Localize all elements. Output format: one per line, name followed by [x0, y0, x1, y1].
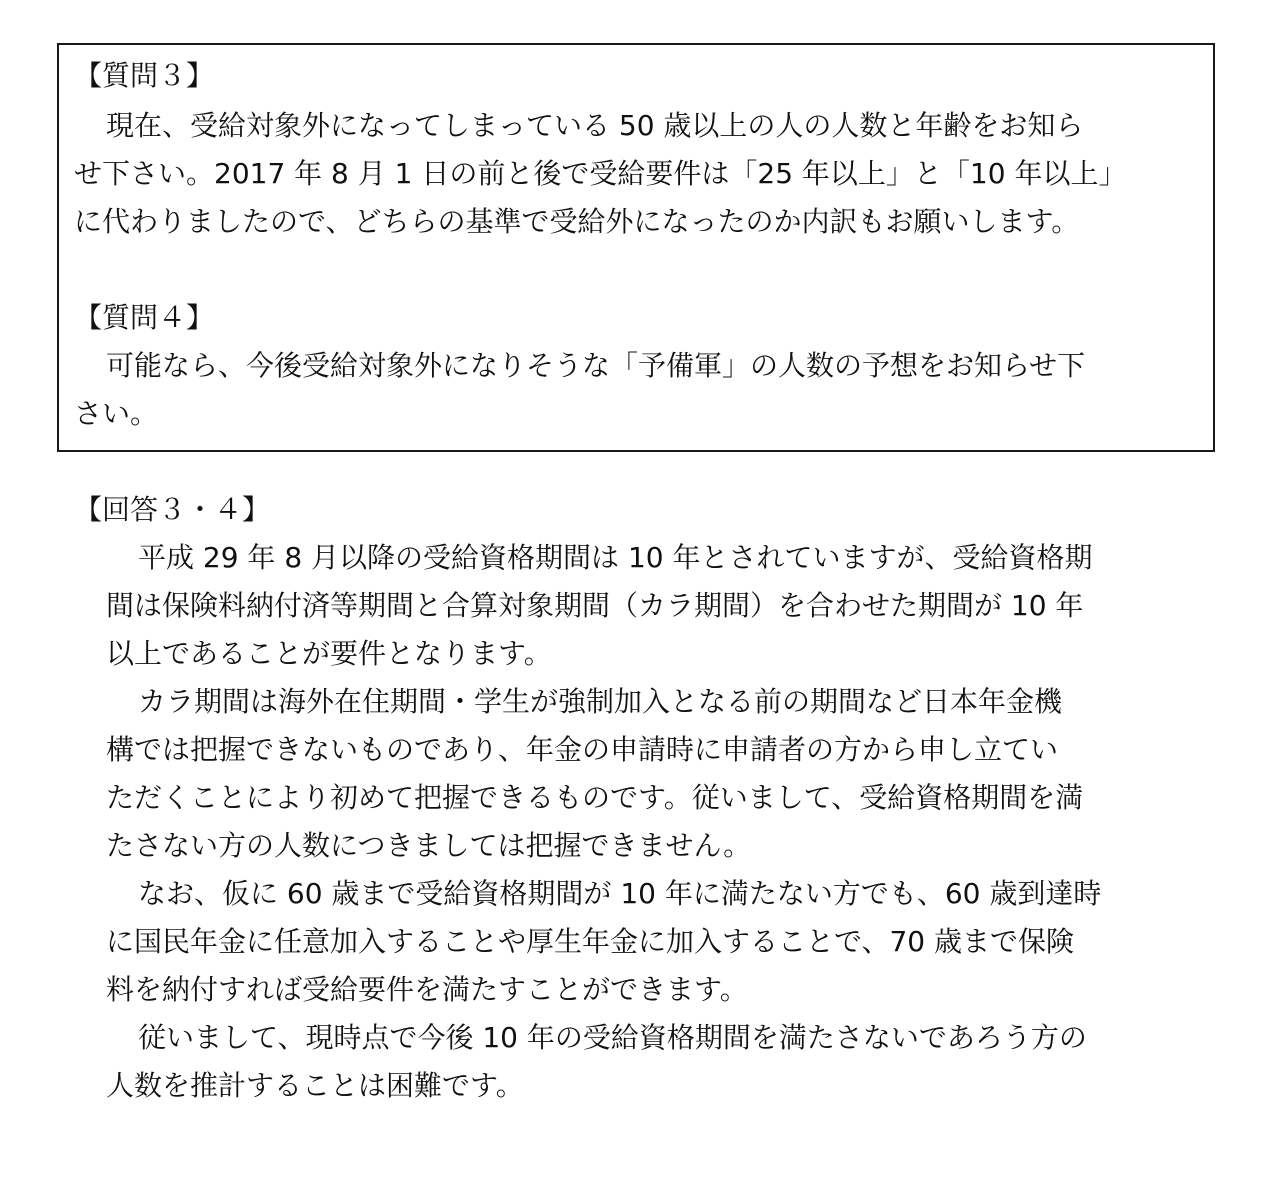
question4-heading: 【質問４】: [74, 301, 215, 334]
question3-line-1: 現在、受給対象外になってしまっている 50 歳以上の人の人数と年齢をお知ら: [106, 109, 1084, 142]
answer-p3-line-2: に国民年金に任意加入することや厚生年金に加入することで、70 歳まで保険: [106, 925, 1074, 958]
question3-line-3: に代わりましたので、どちらの基準で受給外になったのか内訳もお願いします。: [74, 205, 1080, 238]
answer-p1-line-1: 平成 29 年 8 月以降の受給資格期間は 10 年とされていますが、受給資格期: [138, 541, 1093, 574]
answer-p2-line-2: 構では把握できないものであり、年金の申請時に申請者の方から申し立てい: [106, 733, 1059, 766]
answer-p2-line-1: カラ期間は海外在住期間・学生が強制加入となる前の期間など日本年金機: [138, 685, 1063, 718]
question3-heading: 【質問３】: [74, 59, 215, 92]
answer-p2-line-3: ただくことにより初めて把握できるものです。従いまして、受給資格期間を満: [106, 781, 1084, 814]
question4-line-1: 可能なら、今後受給対象外になりそうな「予備軍」の人数の予想をお知らせ下: [106, 349, 1086, 382]
question3-line-2: せ下さい。2017 年 8 月 1 日の前と後で受給要件は「25 年以上」と「10 年以上」: [74, 157, 1127, 190]
answer-p3-line-1: なお、仮に 60 歳まで受給資格期間が 10 年に満たない方でも、60 歳到達時: [138, 877, 1102, 910]
answer-p4-line-2: 人数を推計することは困難です。: [106, 1069, 524, 1102]
answer-p3-line-3: 料を納付すれば受給要件を満たすことができます。: [106, 973, 748, 1006]
answer-p1-line-3: 以上であることが要件となります。: [106, 637, 552, 670]
question-box: [57, 43, 1215, 452]
answer-p2-line-4: たさない方の人数につきましては把握できません。: [106, 829, 752, 862]
answer-p4-line-1: 従いまして、現時点で今後 10 年の受給資格期間を満たさないであろう方の: [138, 1021, 1087, 1054]
answer-heading: 【回答３・４】: [74, 493, 271, 526]
answer-p1-line-2: 間は保険料納付済等期間と合算対象期間（カラ期間）を合わせた期間が 10 年: [106, 589, 1084, 622]
question4-line-2: さい。: [74, 397, 159, 430]
